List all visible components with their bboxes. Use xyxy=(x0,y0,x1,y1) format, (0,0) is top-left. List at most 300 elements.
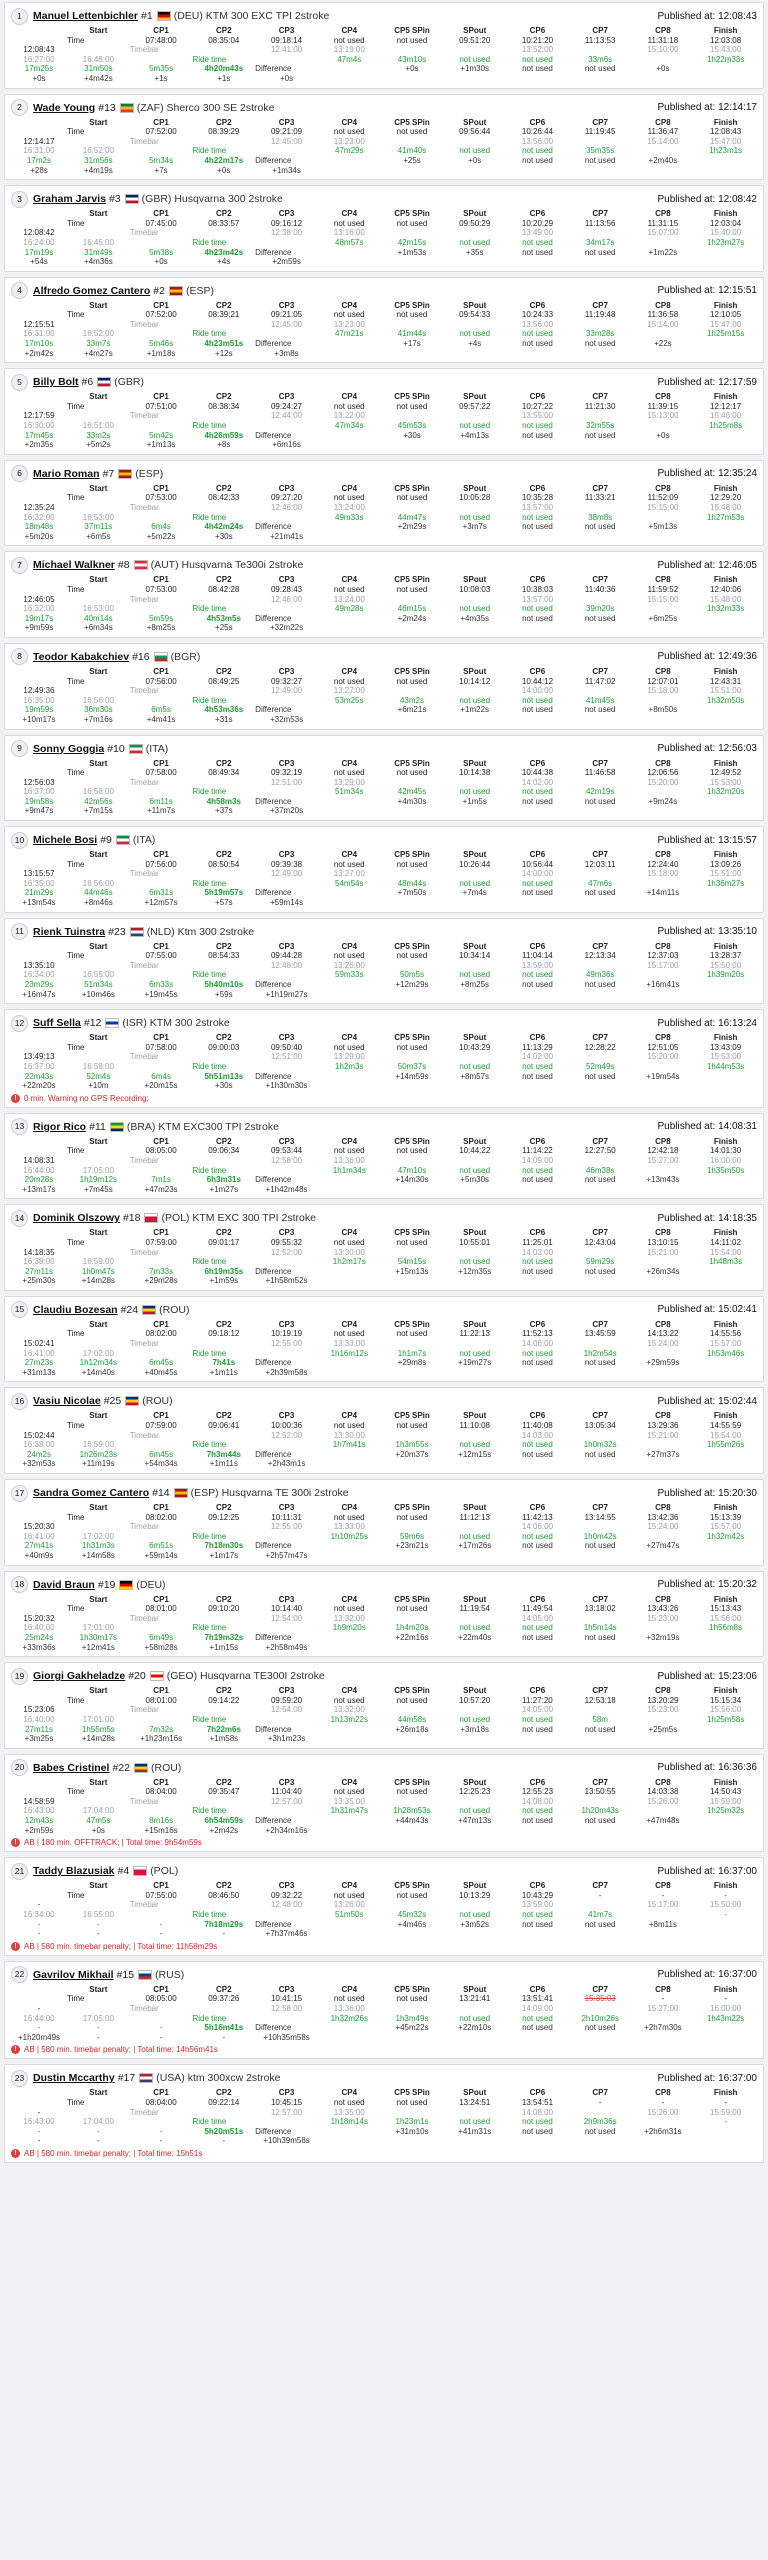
timebar-cell: 16:30:00 xyxy=(23,421,55,431)
ride-cell: not used xyxy=(522,146,553,156)
results-table xyxy=(11,1033,757,1091)
ride-cell: 18m48s xyxy=(24,522,54,532)
penalty-warning-text: AB | 580 min. timebar penalty; | Total time: 14h56m41s xyxy=(24,2045,218,2055)
rider-card xyxy=(4,1113,764,1200)
ride-cell: not used xyxy=(522,1714,553,1724)
column-header: CP1 xyxy=(153,1686,169,1696)
ride-cell xyxy=(255,55,318,65)
ride-cell xyxy=(632,55,695,65)
rider-bike: (ESP) xyxy=(185,284,214,297)
ride-cell: 1h56m8s xyxy=(709,1623,743,1633)
diff-cell: +8m25s xyxy=(460,980,490,989)
diff-cell: not used xyxy=(522,1632,553,1642)
diff-cell: +2h39m58s xyxy=(265,1367,308,1377)
timebar-cell: 14:08:00 xyxy=(521,2107,554,2117)
time-cell: not used xyxy=(333,1329,365,1339)
timebar-cell: 16:51:00 xyxy=(82,421,114,431)
rider-header xyxy=(11,1391,757,1411)
timebar-cell xyxy=(443,45,506,55)
ride-cell: 1h32m20s xyxy=(706,787,745,797)
diff-cell: +1h20m49s xyxy=(17,2032,61,2042)
position-badge: 14 xyxy=(11,1210,28,1227)
timebar-cell xyxy=(569,1614,632,1624)
time-cell: 15:13:43 xyxy=(710,1604,742,1614)
timebar-cell: 13:59:00 xyxy=(521,1900,554,1910)
ride-cell: 5h20m51s xyxy=(204,2126,244,2136)
diff-cell: not used xyxy=(522,522,553,532)
diff-cell: +2h6m31s xyxy=(644,2126,682,2136)
rider-bike: (USA) ktm 300xcw 2stroke xyxy=(156,2072,281,2085)
time-cell xyxy=(67,1900,130,1910)
diff-cell: +1s xyxy=(217,73,231,83)
time-cell: 08:39:29 xyxy=(208,127,240,137)
ride-cell: 1h32m42s xyxy=(706,1531,745,1541)
diff-cell xyxy=(694,1358,757,1368)
column-header: CP5 SPin xyxy=(394,2088,430,2098)
time-cell: 07:51:00 xyxy=(145,401,177,411)
ride-cell: 17m19s xyxy=(24,247,54,257)
timebar-cell: 15:27:00 xyxy=(647,1155,679,1165)
diff-cell: +3m7s xyxy=(462,522,487,532)
column-header: SPout xyxy=(463,26,487,35)
row-label-time: Time xyxy=(67,1512,85,1522)
column-header: CP2 xyxy=(216,1319,232,1329)
timebar-cell xyxy=(130,970,193,980)
column-header-blank xyxy=(11,1320,67,1330)
rider-name-link[interactable]: Gavrilov Mikhail xyxy=(33,1968,114,1981)
timebar-cell xyxy=(192,1052,255,1062)
ride-cell: 44m58s xyxy=(397,1714,427,1724)
rider-header xyxy=(11,2068,757,2088)
column-header: CP5 SPin xyxy=(394,666,430,676)
time-cell: 07:59:00 xyxy=(145,1421,177,1431)
ride-cell: 22m43s xyxy=(24,1071,54,1081)
timebar-cell: 15:51:00 xyxy=(710,686,742,696)
diff-cell xyxy=(694,248,757,258)
published-time: Published at: 15:20:32 xyxy=(657,1579,757,1591)
diff-cell: +59s xyxy=(215,989,233,999)
column-header-blank xyxy=(11,1985,67,1995)
time-cell: 11:04:14 xyxy=(522,951,553,961)
diff-cell: +2m29s xyxy=(397,522,427,532)
column-header: SPout xyxy=(463,1411,487,1421)
ride-cell: 47m21s xyxy=(335,329,364,339)
diff-cell: not used xyxy=(522,339,553,349)
time-cell: - xyxy=(724,1890,727,1900)
ride-cell: - xyxy=(37,2126,41,2136)
row-label-time: Time xyxy=(67,1421,85,1431)
column-header: CP6 xyxy=(529,117,546,127)
published-time: Published at: 15:02:44 xyxy=(657,1395,757,1407)
ride-cell: 1h35m50s xyxy=(706,1165,745,1175)
diff-cell: +0s xyxy=(154,257,168,267)
time-cell: not used xyxy=(396,676,428,686)
row-label-ride: Ride time xyxy=(192,1531,227,1541)
column-header: CP1 xyxy=(153,575,169,585)
timebar-cell: 15:26:00 xyxy=(647,1796,679,1806)
ride-cell: not used xyxy=(522,2117,553,2127)
timebar-cell: 15:24:00 xyxy=(647,1339,679,1349)
ride-cell: not used xyxy=(522,1531,553,1541)
rider-name-link[interactable]: Claudiu Bozesan xyxy=(33,1303,118,1316)
rider-name-link[interactable]: Rigor Rico xyxy=(33,1120,87,1133)
diff-cell: +8m57s xyxy=(460,1071,490,1081)
row-label-diff: Difference xyxy=(255,430,292,440)
column-header: CP3 xyxy=(278,117,295,127)
diff-cell: +9m24s xyxy=(648,796,678,806)
diff-cell: +37m20s xyxy=(269,806,304,816)
position-badge: 12 xyxy=(11,1015,28,1032)
time-cell: - xyxy=(661,1890,665,1900)
time-cell: not used xyxy=(333,1994,365,2004)
ride-cell: 1h25m8s xyxy=(709,421,743,431)
rider-name-link[interactable]: Dominik Olszowy xyxy=(33,1212,120,1225)
ride-cell xyxy=(255,1910,318,1920)
row-label-time: Time xyxy=(67,310,85,320)
ride-cell: 6m4s xyxy=(151,522,171,532)
diff-cell: - xyxy=(37,1929,41,1939)
ride-cell xyxy=(632,1257,695,1267)
diff-cell xyxy=(318,888,381,898)
column-header: CP6 xyxy=(529,483,546,493)
ride-cell xyxy=(632,1623,695,1633)
time-cell xyxy=(67,1156,130,1166)
ride-cell xyxy=(255,421,318,431)
diff-cell: +6m21s xyxy=(397,705,427,715)
ride-cell xyxy=(255,2117,318,2127)
ride-cell: 6h54m59s xyxy=(204,1816,244,1826)
rider-name-link[interactable]: Giorgi Gakheladze xyxy=(33,1670,126,1683)
time-cell: not used xyxy=(396,1604,428,1614)
column-header: SPout xyxy=(463,1033,487,1043)
ride-cell xyxy=(632,1532,695,1542)
timebar-cell: 15:57:00 xyxy=(710,1522,742,1532)
time-cell: 12:08:43 xyxy=(710,127,742,137)
time-cell: 11:33:21 xyxy=(584,493,616,503)
country-flag-icon xyxy=(150,1671,164,1681)
rider-header xyxy=(11,1965,757,1985)
rider-name-link[interactable]: Dustin Mccarthy xyxy=(33,2072,115,2085)
timebar-cell: 16:34:00 xyxy=(23,1910,55,1920)
ride-cell: 1h2m3s xyxy=(335,1061,364,1071)
time-cell: 09:06:41 xyxy=(208,1421,240,1431)
diff-cell: +2m40s xyxy=(648,155,678,165)
country-flag-icon xyxy=(154,652,168,662)
rider-name-link[interactable]: Wade Young xyxy=(33,101,96,114)
published-time: Published at: 16:13:24 xyxy=(657,1017,757,1029)
rider-number: #25 xyxy=(103,1395,122,1408)
time-cell: 12:15:51 xyxy=(23,319,55,329)
time-cell: 09:16:12 xyxy=(270,218,303,228)
rider-name-link[interactable]: Rienk Tuinstra xyxy=(33,925,106,938)
ride-cell: 41m7s xyxy=(588,1910,613,1920)
column-header: CP4 xyxy=(341,1881,358,1891)
rider-name-link[interactable]: Billy Bolt xyxy=(33,376,79,389)
time-cell xyxy=(67,45,130,55)
column-header: CP1 xyxy=(153,392,169,402)
time-cell: 13:54:51 xyxy=(521,2097,554,2107)
column-header: CP7 xyxy=(592,209,608,219)
diff-cell: +30s xyxy=(403,430,421,440)
timebar-cell: 14:03:00 xyxy=(521,1247,554,1257)
column-header: CP4 xyxy=(341,1594,358,1604)
column-header: CP8 xyxy=(655,1881,671,1891)
column-header: SPout xyxy=(463,666,487,676)
diff-cell: not used xyxy=(522,1919,553,1929)
time-cell xyxy=(67,1705,130,1715)
time-cell xyxy=(67,1052,130,1062)
diff-cell: +59m14s xyxy=(144,1550,178,1560)
column-header: CP3 xyxy=(278,1503,295,1512)
ride-cell: 1h2m17s xyxy=(332,1257,366,1267)
rider-name-link[interactable]: Sandra Gomez Cantero xyxy=(33,1487,150,1499)
ride-cell: not used xyxy=(459,604,491,614)
ride-cell: 31m50s xyxy=(84,64,113,74)
timebar-cell xyxy=(443,686,506,696)
ride-cell: not used xyxy=(522,878,553,888)
diff-cell: not used xyxy=(584,1449,616,1459)
time-cell: not used xyxy=(333,401,365,411)
diff-cell xyxy=(694,1175,757,1185)
column-header: Finish xyxy=(713,1411,738,1421)
timebar-cell xyxy=(192,1431,255,1441)
ride-cell: 1h0m32s xyxy=(583,1440,617,1450)
ride-cell: 1h1m34s xyxy=(332,1165,366,1175)
country-flag-icon xyxy=(134,1763,148,1773)
ride-cell: 43m2s xyxy=(399,695,424,705)
column-header-blank xyxy=(11,1696,67,1706)
time-cell: not used xyxy=(333,676,365,686)
time-cell: 09:35:47 xyxy=(208,1787,240,1797)
time-cell: 11:49:54 xyxy=(522,1604,553,1614)
ride-cell xyxy=(632,970,695,980)
rider-name-link[interactable]: Manuel Lettenbichler xyxy=(33,10,139,22)
time-cell xyxy=(67,1797,130,1807)
time-cell: not used xyxy=(396,1237,428,1247)
rider-name-link[interactable]: Suff Sella xyxy=(33,1017,81,1030)
ride-cell: 43m10s xyxy=(397,54,427,64)
rider-name-link[interactable]: David Braun xyxy=(33,1578,95,1591)
diff-cell: +6m25s xyxy=(648,613,678,623)
time-cell: 08:04:00 xyxy=(145,1787,177,1797)
results-table xyxy=(11,575,757,633)
diff-cell: +1h30m30s xyxy=(265,1081,308,1091)
column-header: Finish xyxy=(713,666,738,676)
time-cell: 08:02:00 xyxy=(145,1329,177,1339)
diff-cell: +54m34s xyxy=(144,1459,178,1469)
column-header: CP6 xyxy=(529,850,546,860)
rider-name-link[interactable]: Mario Roman xyxy=(33,467,100,480)
diff-cell: - xyxy=(97,2032,100,2042)
column-header: CP6 xyxy=(529,1881,546,1891)
rider-name-link[interactable]: Vasiu Nicolae xyxy=(33,1395,101,1408)
published-time: Published at: 14:18:35 xyxy=(657,1212,757,1224)
diff-cell: +2m59s xyxy=(24,1825,54,1835)
ride-cell: 4h42m24s xyxy=(204,522,244,532)
time-cell: 07:55:00 xyxy=(145,951,177,961)
ride-cell: - xyxy=(724,2117,727,2127)
column-header: CP5 SPin xyxy=(394,1411,430,1421)
ride-cell: 7h41s xyxy=(212,1358,236,1368)
timebar-cell xyxy=(381,503,444,513)
time-cell: 08:39:21 xyxy=(208,310,240,320)
time-cell: 15:20:30 xyxy=(23,1522,55,1532)
column-header: CP4 xyxy=(341,850,358,860)
position-badge: 2 xyxy=(11,99,28,116)
diff-cell: +10m46s xyxy=(81,989,115,999)
time-cell: 07:48:00 xyxy=(145,35,177,45)
diff-cell xyxy=(318,1175,381,1185)
column-header: CP6 xyxy=(529,1777,546,1787)
ride-cell xyxy=(255,1440,318,1450)
timebar-cell: 16:53:00 xyxy=(82,512,114,522)
rider-name-link[interactable]: Alfredo Gomez Cantero xyxy=(33,284,151,297)
rider-name-link[interactable]: Michele Bosi xyxy=(33,834,98,847)
row-label-timebar: Timebar xyxy=(129,1247,159,1257)
timebar-cell xyxy=(569,1156,632,1166)
ride-cell: 5h16m41s xyxy=(204,2023,244,2033)
diff-cell: +14m40s xyxy=(81,1367,115,1377)
time-cell: 11:52:13 xyxy=(522,1329,553,1339)
column-header-blank xyxy=(11,219,67,229)
timebar-cell: 15:51:00 xyxy=(710,869,742,879)
row-label-timebar: Timebar xyxy=(129,1613,159,1623)
rider-name-link[interactable]: Taddy Blazusiak xyxy=(33,1865,115,1878)
column-header: CP8 xyxy=(655,1228,671,1238)
timebar-cell: 15:18:00 xyxy=(647,869,679,879)
diff-cell: not used xyxy=(584,2126,616,2136)
column-header: CP1 xyxy=(153,850,169,860)
timebar-cell xyxy=(381,869,444,879)
diff-cell: +47m48s xyxy=(646,1816,680,1826)
time-cell: 13:14:55 xyxy=(584,1512,616,1522)
timebar-cell xyxy=(192,228,255,238)
column-header-blank xyxy=(11,209,67,219)
diff-cell: +10h39m58s xyxy=(263,2136,310,2146)
diff-cell: +59m14s xyxy=(269,898,304,908)
timebar-cell: 15:50:00 xyxy=(710,1900,742,1910)
timebar-cell xyxy=(130,1532,193,1542)
time-cell: 11:21:30 xyxy=(584,401,616,411)
column-header: CP8 xyxy=(655,1411,671,1421)
diff-cell xyxy=(318,248,381,258)
timebar-cell xyxy=(130,787,193,797)
timebar-cell xyxy=(192,686,255,696)
time-cell: 12:43:04 xyxy=(584,1237,616,1247)
column-header: CP2 xyxy=(216,392,232,402)
row-label-diff: Difference xyxy=(255,155,292,165)
column-header: Start xyxy=(89,1228,108,1238)
column-header: Start xyxy=(89,1136,108,1146)
ride-cell: 42m45s xyxy=(397,787,427,797)
ride-cell: 7h3m44s xyxy=(206,1449,241,1459)
timebar-cell: 15:21:00 xyxy=(647,1430,679,1440)
row-label-diff: Difference xyxy=(255,1541,292,1551)
country-flag-icon xyxy=(138,1970,152,1980)
rider-name-link[interactable]: Babes Cristinel xyxy=(33,1761,110,1774)
timebar-cell: 16:59:00 xyxy=(82,1440,114,1450)
rider-name-link[interactable]: Michael Walkner xyxy=(33,559,115,572)
time-cell: 12:17:59 xyxy=(23,411,55,421)
rider-bike: (ESP) Husqvarna TE 300i 2stroke xyxy=(190,1487,349,1499)
timebar-cell xyxy=(381,778,444,788)
rider-number: #18 xyxy=(122,1212,141,1225)
timebar-cell: 16:31:00 xyxy=(23,146,55,156)
diff-cell: +4s xyxy=(468,339,482,349)
column-header: SPout xyxy=(463,483,487,493)
timebar-cell xyxy=(443,1900,506,1910)
column-header: CP3 xyxy=(278,1881,295,1891)
ride-cell: 27m11s xyxy=(25,1724,53,1734)
timebar-cell: 12:48:00 xyxy=(270,1900,303,1910)
ride-cell: 49m28s xyxy=(335,604,364,614)
timebar-cell xyxy=(192,45,255,55)
diff-cell: +14m59s xyxy=(395,1071,429,1081)
row-label-diff: Difference xyxy=(255,796,292,806)
column-header: Finish xyxy=(713,1777,738,1787)
ride-cell xyxy=(632,146,695,156)
ride-cell: 7m32s xyxy=(149,1724,174,1734)
row-label-ride: Ride time xyxy=(192,1714,227,1724)
rider-name-link[interactable]: Graham Jarvis xyxy=(33,193,106,206)
time-cell: 15:23:06 xyxy=(23,1705,55,1715)
timebar-cell xyxy=(443,778,506,788)
time-cell: 07:58:00 xyxy=(145,1042,177,1052)
column-header: CP7 xyxy=(592,575,608,585)
timebar-cell: 15:13:00 xyxy=(647,411,679,421)
timebar-cell xyxy=(192,1797,255,1807)
rider-card xyxy=(4,1961,764,2060)
column-header: CP3 xyxy=(278,26,295,35)
position-badge: 23 xyxy=(11,2070,28,2087)
timebar-cell: 16:37:00 xyxy=(23,1061,55,1071)
time-cell: not used xyxy=(396,1695,428,1705)
diff-cell: +5m30s xyxy=(460,1175,490,1185)
column-header-blank xyxy=(11,118,67,128)
row-label-time: Time xyxy=(67,218,85,228)
timebar-cell xyxy=(381,1614,444,1624)
column-header: Finish xyxy=(713,209,738,219)
timebar-cell: 16:52:00 xyxy=(82,329,114,339)
time-cell: 11:40:08 xyxy=(522,1421,553,1431)
timebar-cell: 12:58:00 xyxy=(270,1155,303,1165)
diff-cell: +41m31s xyxy=(458,2126,492,2136)
diff-cell: - xyxy=(222,1929,226,1939)
column-header: CP3 xyxy=(278,1984,295,1994)
ride-cell: 58m xyxy=(592,1714,608,1724)
row-label-timebar: Timebar xyxy=(129,411,159,421)
rider-name-link[interactable]: Sonny Goggia xyxy=(33,742,105,755)
rider-name-link[interactable]: Teodor Kabakchiev xyxy=(33,650,130,663)
ride-cell: 6m31s xyxy=(149,888,174,898)
timebar-cell: 12:38:00 xyxy=(270,228,303,238)
timebar-cell: 16:24:00 xyxy=(23,237,55,247)
column-header-blank xyxy=(11,1238,67,1248)
column-header: CP5 SPin xyxy=(394,1984,430,1994)
timebar-cell: 14:00:00 xyxy=(521,686,554,696)
country-flag-icon xyxy=(118,469,132,479)
row-label-time: Time xyxy=(67,676,85,686)
rider-bike: (DEU) KTM 300 EXC TPI 2stroke xyxy=(173,10,330,22)
rider-header xyxy=(11,739,757,759)
column-header: CP1 xyxy=(153,758,169,768)
column-header: SPout xyxy=(463,850,487,860)
ride-cell: 59m29s xyxy=(585,1257,615,1267)
column-header: CP8 xyxy=(655,575,671,585)
time-cell: 14:08:31 xyxy=(23,1155,55,1165)
timebar-cell xyxy=(381,2108,444,2118)
column-header: CP1 xyxy=(153,209,169,219)
